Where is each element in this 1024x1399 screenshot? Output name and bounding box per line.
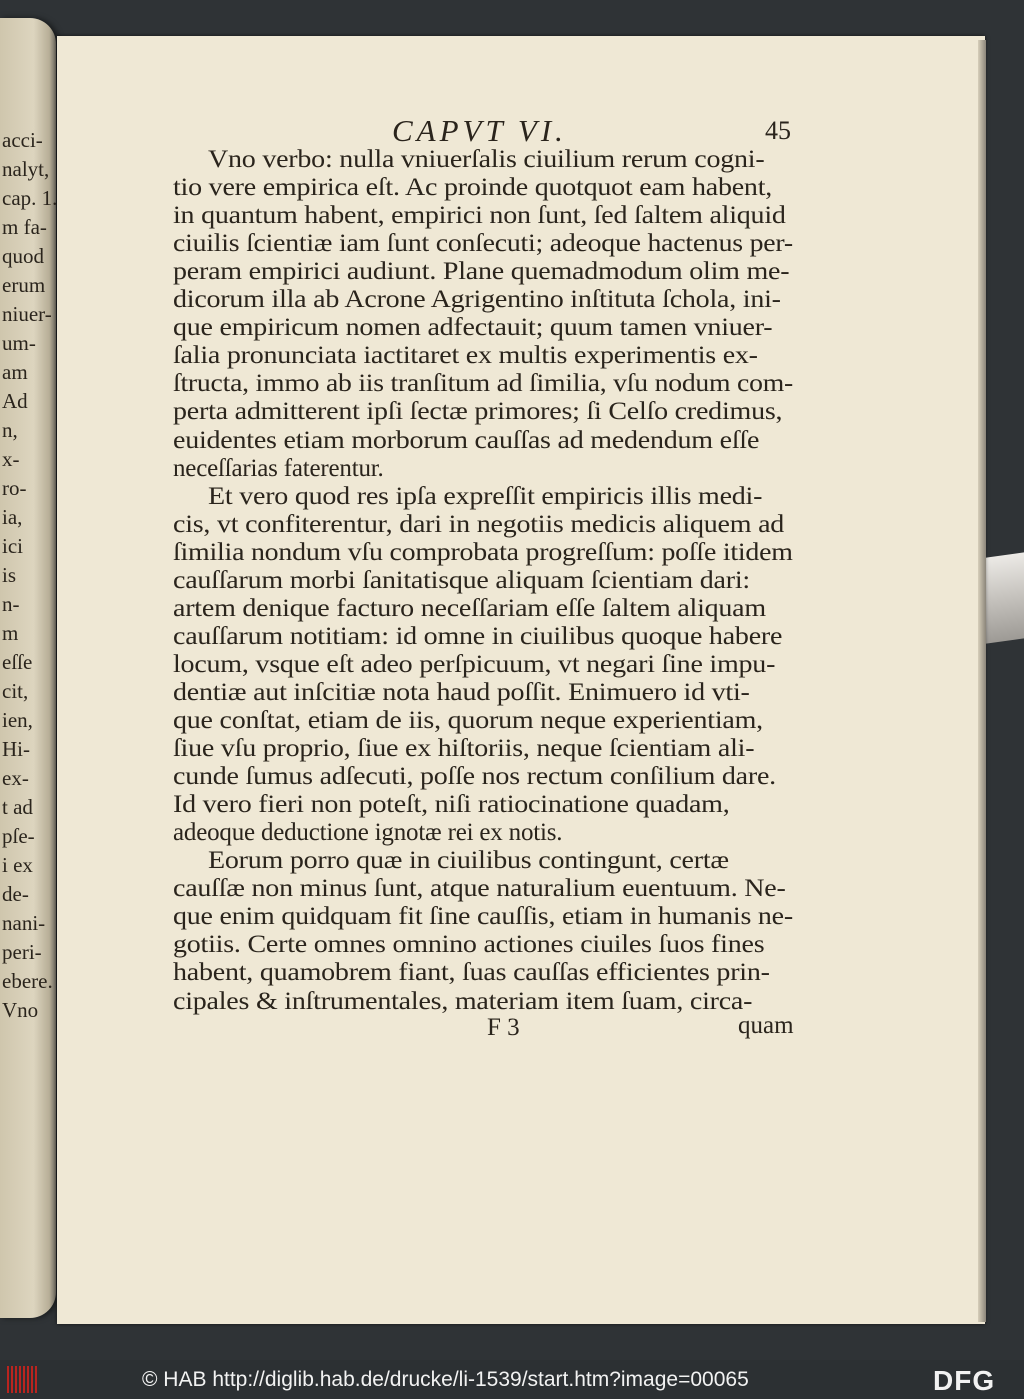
text-line: cipales & inſtrumentales, materiam item ſuam, circa- [173, 987, 753, 1015]
left-page-fragment: acci- [2, 128, 43, 152]
text-line: euidentes etiam morborum cauſſas ad medendum eſſe [173, 426, 760, 454]
left-page-fragment: ien, [2, 708, 33, 732]
left-page-fragment: peri- [2, 940, 42, 964]
dfg-logo: DFG [933, 1365, 996, 1396]
page-number: 45 [765, 116, 791, 145]
text-line: cauſſarum morbi ſanitatisque aliquam ſcientiam dari: [173, 566, 750, 594]
left-page-fragment: eſſe [2, 650, 33, 674]
text-line: Vno verbo: nulla vniuerſalis ciuilium rerum cogni- [208, 146, 765, 173]
left-page-fragment: i ex [2, 853, 33, 877]
catchword: quam [738, 1012, 794, 1039]
text-line: locum, vsque eſt adeo perſpicuum, vt negari ſine impu- [173, 650, 776, 678]
left-page-fragment: m [2, 621, 19, 645]
text-line: perta admitterent ipſi ſectæ primores; ſi Celſo credimus, [173, 398, 783, 426]
left-page-fragment: quod [2, 244, 44, 268]
text-line: neceſſarias faterentur. [173, 454, 384, 482]
text-line: ſalia pronunciata iactitaret ex multis experimentis ex- [173, 342, 758, 370]
left-page-fragment: um- [2, 331, 36, 355]
text-line: Id vero fieri non poteſt, niſi ratiocinatione quadam, [173, 791, 730, 819]
left-page-fragment: ro- [2, 476, 27, 500]
left-page-edge [0, 18, 56, 1318]
text-line: Eorum porro quæ in ciuilibus contingunt, certæ [208, 847, 729, 875]
text-line: artem denique facturo neceſſariam eſſe ſaltem aliquam [173, 594, 766, 622]
text-line: in quantum habent, empirici non ſunt, ſed ſaltem aliquid [173, 202, 786, 230]
text-line: adeoque deductione ignotæ rei ex notis. [173, 819, 563, 847]
left-page-fragment: pſe- [2, 824, 35, 848]
hab-barcode-icon [7, 1366, 37, 1393]
text-line: gotiis. Certe omnes omnino actiones ciuiles ſuos fines [173, 931, 765, 959]
left-page-fragment: erum [2, 273, 46, 297]
footer-bar [0, 1360, 1024, 1399]
left-page-fragment: ebere. [2, 969, 53, 993]
left-page-fragment: is [2, 563, 17, 587]
left-page-fragment: n, [2, 418, 18, 442]
left-page-fragment: Ad [2, 389, 28, 413]
text-line: ciuilis ſcientiæ iam ſunt conſecuti; adeoque hactenus per- [173, 230, 793, 258]
left-page-fragment: n- [2, 592, 20, 616]
text-line: que conſtat, etiam de iis, quorum neque experientiam, [173, 707, 763, 734]
left-page-fragment: cit, [2, 679, 29, 703]
left-page-fragment: ici [2, 534, 23, 558]
left-page-fragment: niuer- [2, 302, 52, 326]
text-line: habent, quamobrem fiant, ſuas cauſſas efficientes prin- [173, 959, 770, 987]
text-line: ſtructa, immo ab iis tranſitum ad ſimilia, vſu nodum com- [173, 370, 794, 398]
text-line: cauſſarum notitiam: id omne in ciuilibus quoque habere [173, 622, 783, 650]
text-line: que enim quidquam fit ſine cauſſis, etiam in humanis ne- [173, 903, 793, 931]
left-page-fragment: m fa- [2, 215, 47, 239]
left-page-fragment: t ad [2, 795, 33, 819]
left-page-fragment: x- [2, 447, 20, 471]
page-edge-shadow [978, 40, 986, 1322]
left-page-fragment: nalyt, [2, 157, 50, 181]
text-line: cauſſæ non minus ſunt, atque naturalium euentuum. Ne- [173, 875, 786, 903]
text-line: ſimilia nondum vſu comprobata progreſſum: poſſe itidem [173, 538, 793, 566]
text-line: Et vero quod res ipſa expreſſit empiricis illis medi- [208, 482, 763, 510]
text-line: cunde ſumus adſecuti, poſſe nos rectum conſilium dare. [173, 763, 776, 791]
left-page-fragment: ex- [2, 766, 29, 790]
text-line: tio vere empirica eſt. Ac proinde quotquot eam habent, [173, 174, 773, 202]
left-page-fragment: de- [2, 882, 29, 906]
text-line: dentiæ aut inſcitiæ nota haud poſſit. Enimuero id vti- [173, 678, 750, 706]
copyright-url[interactable]: © HAB http://diglib.hab.de/drucke/li-1539/start.htm?image=00065 [142, 1368, 749, 1391]
left-page-fragment: nani- [2, 911, 46, 935]
left-page-fragment: am [2, 360, 28, 384]
text-line: ſiue vſu proprio, ſiue ex hiſtoriis, neque ſcientiam ali- [173, 735, 755, 763]
text-line: cis, vt confiterentur, dari in negotiis medicis aliquem ad [173, 510, 785, 538]
left-page-fragment: Hi- [2, 737, 30, 761]
signature-mark: F 3 [487, 1014, 520, 1041]
text-line: peram empirici audiunt. Plane quemadmodum olim me- [173, 258, 790, 286]
left-page-fragment: ia, [2, 505, 23, 529]
left-page-fragment: Vno [2, 998, 39, 1022]
left-page-fragment: cap. 1. [2, 186, 58, 210]
text-line: que empiricum nomen adfectauit; quum tamen vniuer- [173, 314, 773, 342]
running-head: CAPVT VI. [392, 113, 567, 148]
text-line: dicorum illa ab Acrone Agrigentino inſtituta ſchola, ini- [173, 286, 781, 314]
